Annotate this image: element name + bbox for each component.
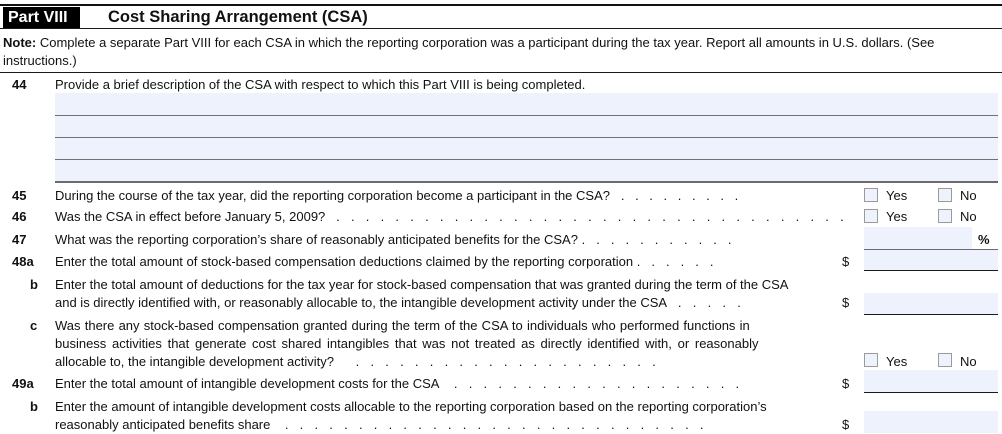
line-48c-yes-label: Yes	[886, 354, 908, 369]
line-44-text: Provide a brief description of the CSA with respect to which this Part VIII is being completed.	[55, 77, 586, 92]
percent-sign: %	[978, 232, 990, 247]
line-48c-number: c	[30, 318, 38, 333]
line-46-yes-checkbox[interactable]	[864, 209, 878, 223]
line-45-question: During the course of the tax year, did the reporting corporation become a participant in the CSA?	[55, 188, 610, 203]
line-49b-text-1: Enter the amount of intangible development costs allocable to the reporting corporation based on the reporting corporation’s	[55, 399, 767, 414]
line-48b-number: b	[30, 277, 38, 292]
line-48b-amount-input[interactable]	[864, 293, 998, 315]
line-46-number: 46	[12, 209, 27, 224]
line-46-no-checkbox[interactable]	[938, 209, 952, 223]
description-rule-4	[55, 181, 998, 183]
leader-dots: . . . . . . . . . . . . . . . . . . . .	[453, 376, 740, 391]
line-48c-yes-checkbox[interactable]	[864, 353, 878, 367]
note	[3, 34, 998, 69]
leader-dots: . . . . . . . . . . . . . . . . . . . . . . . . . . . . .	[284, 417, 704, 432]
line-45-no-checkbox[interactable]	[938, 188, 952, 202]
note-text: Complete a separate Part VIII for each CSA in which the reporting corporation was a participant during the tax year. Report all amounts in U.S. dollars. (See instructions.)	[3, 35, 935, 68]
line-48c-question-end: allocable to, the intangible development activity?	[55, 354, 334, 369]
csa-description-line-1[interactable]	[55, 93, 1002, 117]
line-46-question: Was the CSA in effect before January 5, 2009?	[55, 209, 326, 224]
header-rule	[0, 28, 1002, 29]
line-49b-text-2	[55, 416, 704, 434]
note-rule	[0, 72, 1002, 73]
leader-dots: . . . . . . . . .	[620, 188, 739, 203]
line-48b-dollar-sign: $	[842, 295, 850, 310]
part-title: Cost Sharing Arrangement (CSA)	[108, 8, 368, 26]
line-48b-text-1: Enter the total amount of deductions for the tax year for stock-based compensation that was granted during the term of the CSA	[55, 277, 789, 292]
line-49b-number: b	[30, 399, 38, 414]
line-48a-question: Enter the total amount of stock-based compensation deductions claimed by the reporting corporation	[55, 254, 634, 269]
line-49a-text	[55, 375, 739, 393]
line-48c-no-label: No	[960, 354, 977, 369]
csa-description-area	[55, 93, 998, 183]
line-47-share-input[interactable]	[864, 227, 972, 249]
line-49b-question-end: reasonably anticipated benefits share	[55, 417, 271, 432]
line-45-yes-checkbox[interactable]	[864, 188, 878, 202]
line-48b-question-end: and is directly identified with, or reasonably allocable to, the intangible development activity under the CSA	[55, 295, 668, 310]
line-49a-question: Enter the total amount of intangible development costs for the CSA	[55, 376, 440, 391]
line-45-number: 45	[12, 188, 27, 203]
csa-description-line-3[interactable]	[55, 138, 1002, 161]
line-49b-dollar-sign: $	[842, 417, 850, 432]
line-49a-dollar-sign: $	[842, 376, 850, 391]
leader-dots: . . . . . . . . . . . . . . . . . . . . .	[355, 354, 656, 369]
part-label: Part VIII	[3, 7, 80, 28]
leader-dots: . . . . . . . . . . .	[581, 232, 732, 247]
line-49b-amount-input[interactable]	[864, 411, 998, 433]
line-45-yes-label: Yes	[886, 188, 908, 203]
line-46-yes-label: Yes	[886, 209, 908, 224]
line-48a-amount-input[interactable]	[864, 250, 998, 271]
leader-dots: . . . . .	[677, 295, 741, 310]
leader-dots: . . . . . .	[636, 254, 714, 269]
line-44-number: 44	[12, 77, 27, 92]
line-48c-text-1: Was there any stock-based compensation granted during the term of the CSA to individuals who performed functions in	[55, 318, 750, 333]
line-49a-number: 49a	[12, 376, 34, 391]
note-label: Note:	[3, 35, 37, 50]
line-47-text	[55, 231, 731, 249]
line-46-no-label: No	[960, 209, 977, 224]
leader-dots: . . . . . . . . . . . . . . . . . . . . . . . . . . . . . . . . . . .	[336, 209, 844, 224]
line-48a-text	[55, 253, 713, 271]
line-48c-text-2: business activities that generate cost shared intangibles that was not treated as directly identified with, or reasonably	[55, 336, 759, 351]
top-rule	[0, 4, 1002, 6]
line-46-text	[55, 208, 844, 226]
line-48a-dollar-sign: $	[842, 254, 850, 269]
line-48c-no-checkbox[interactable]	[938, 353, 952, 367]
line-48b-text-2	[55, 294, 741, 312]
line-45-no-label: No	[960, 188, 977, 203]
csa-description-line-2[interactable]	[55, 116, 1002, 139]
line-45-text	[55, 187, 738, 205]
csa-description-line-4[interactable]	[55, 160, 1002, 183]
line-48a-number: 48a	[12, 254, 34, 269]
line-47-number: 47	[12, 232, 27, 247]
line-47-question: What was the reporting corporation’s share of reasonably anticipated benefits for the CSA?	[55, 232, 578, 247]
line-49a-amount-input[interactable]	[864, 370, 998, 393]
line-48c-text-3	[55, 353, 656, 371]
